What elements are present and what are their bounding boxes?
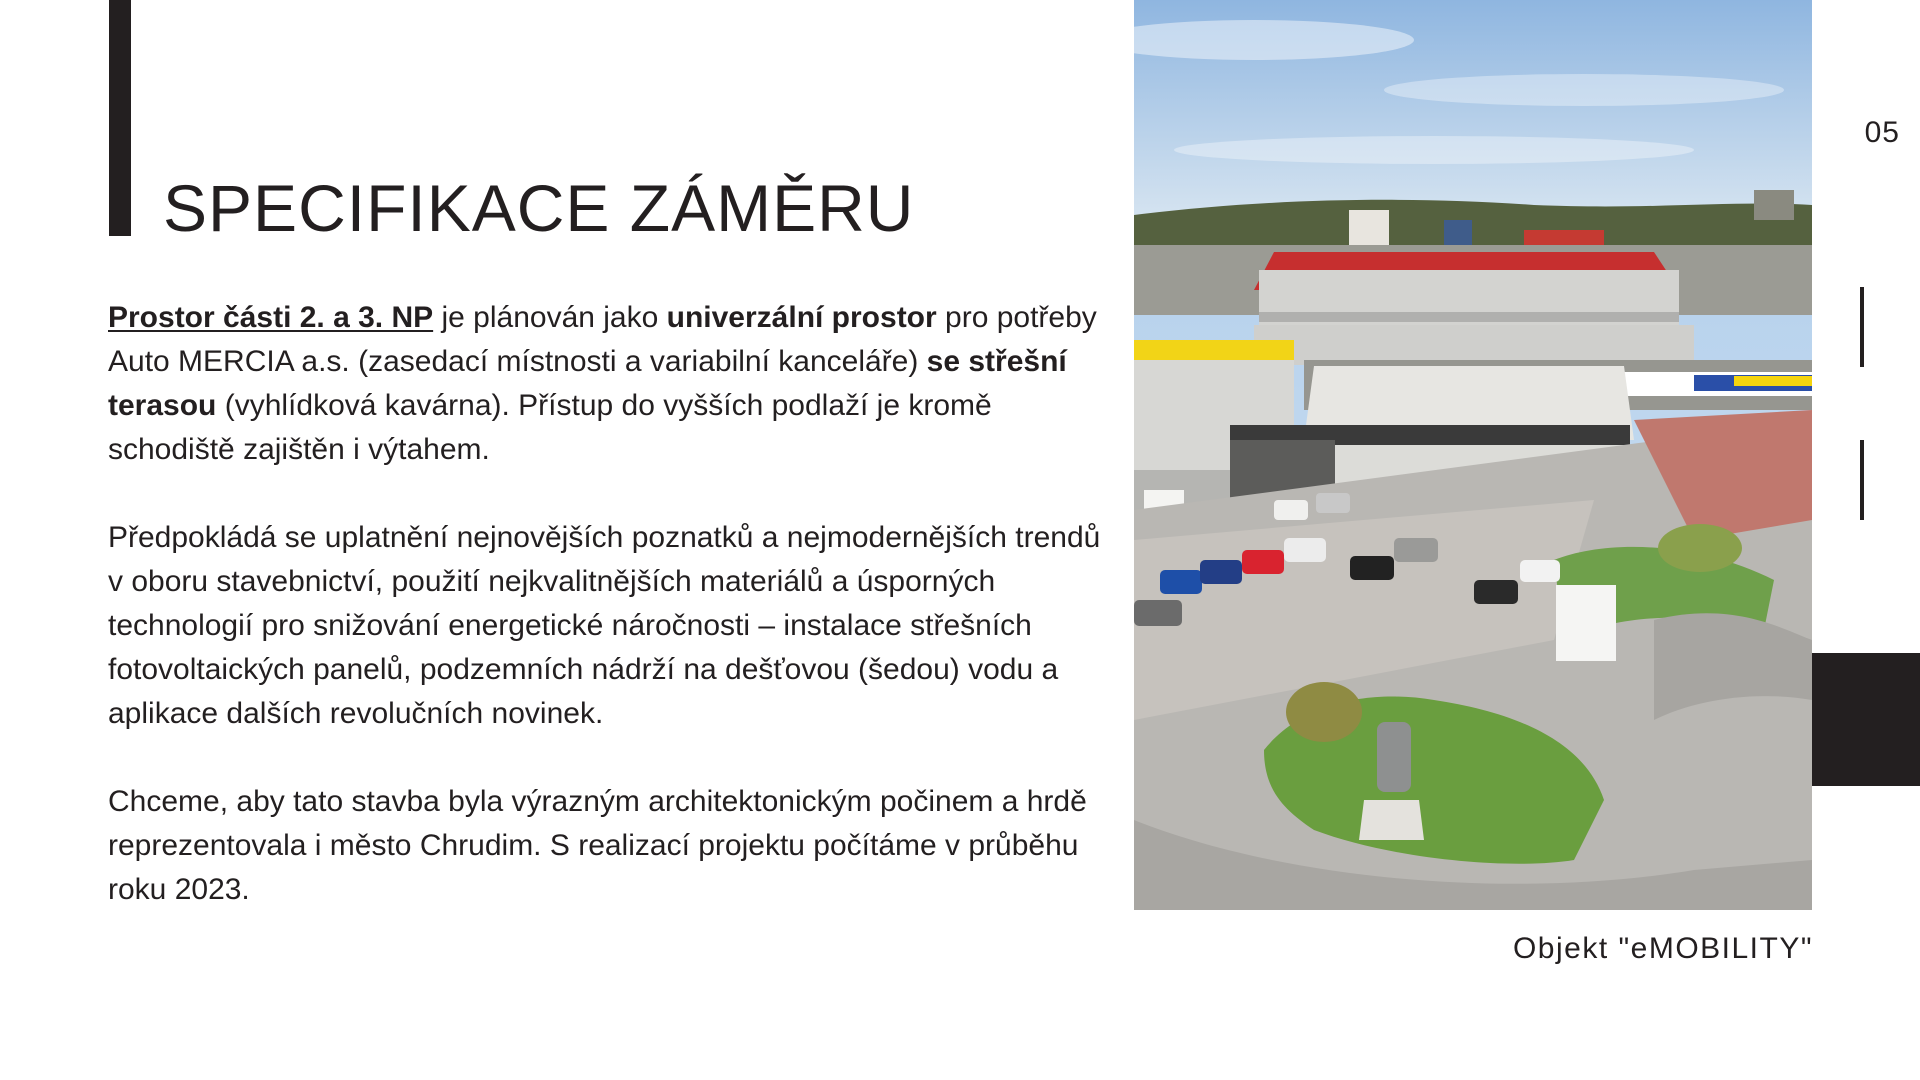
building-photo — [1134, 0, 1812, 910]
p1-text-2: pro potřeby Auto MERCIA a.s. (zasedací místnosti a variabilní kanceláře) — [108, 301, 1097, 378]
p1-lead: Prostor části 2. a 3. NP — [108, 301, 434, 334]
p1-bold-2: se střešní terasou — [108, 345, 1067, 422]
paragraph-1 — [108, 296, 1108, 472]
side-accent-block — [1812, 653, 1920, 786]
p1-text-1: je plánován jako — [433, 301, 667, 334]
body-text — [108, 296, 1108, 956]
paragraph-3: Chceme, aby tato stavba byla výrazným architektonickým počinem a hrdě reprezentovala i město Chrudim. S realizací projektu počítáme v průběhu roku 2023. — [108, 785, 1087, 906]
title-accent-bar — [109, 0, 131, 236]
side-line-lower — [1860, 440, 1864, 520]
p1-text-3: (vyhlídková kavárna). Přístup do vyšších podlaží je kromě schodiště zajištěn i výtahem. — [108, 389, 992, 466]
image-caption: Objekt "eMOBILITY" — [1512, 932, 1813, 965]
paragraph-2: Předpokládá se uplatnění nejnovějších poznatků a nejmodernějších trendů v oboru stavebnictví, použití nejkvalitnějších materiálů a úsporných technologií pro snižování energetické náročnosti – instalace střešních fotovoltaických panelů, podzemních nádrží na dešťovou (šedou) vodu a aplikace dalších revolučních novinek. — [108, 521, 1101, 730]
p1-bold-1: univerzální prostor — [666, 301, 937, 334]
side-line-upper — [1860, 287, 1864, 367]
page-number: 05 — [1864, 116, 1900, 149]
slide-title: SPECIFIKACE ZÁMĚRU — [163, 171, 915, 245]
